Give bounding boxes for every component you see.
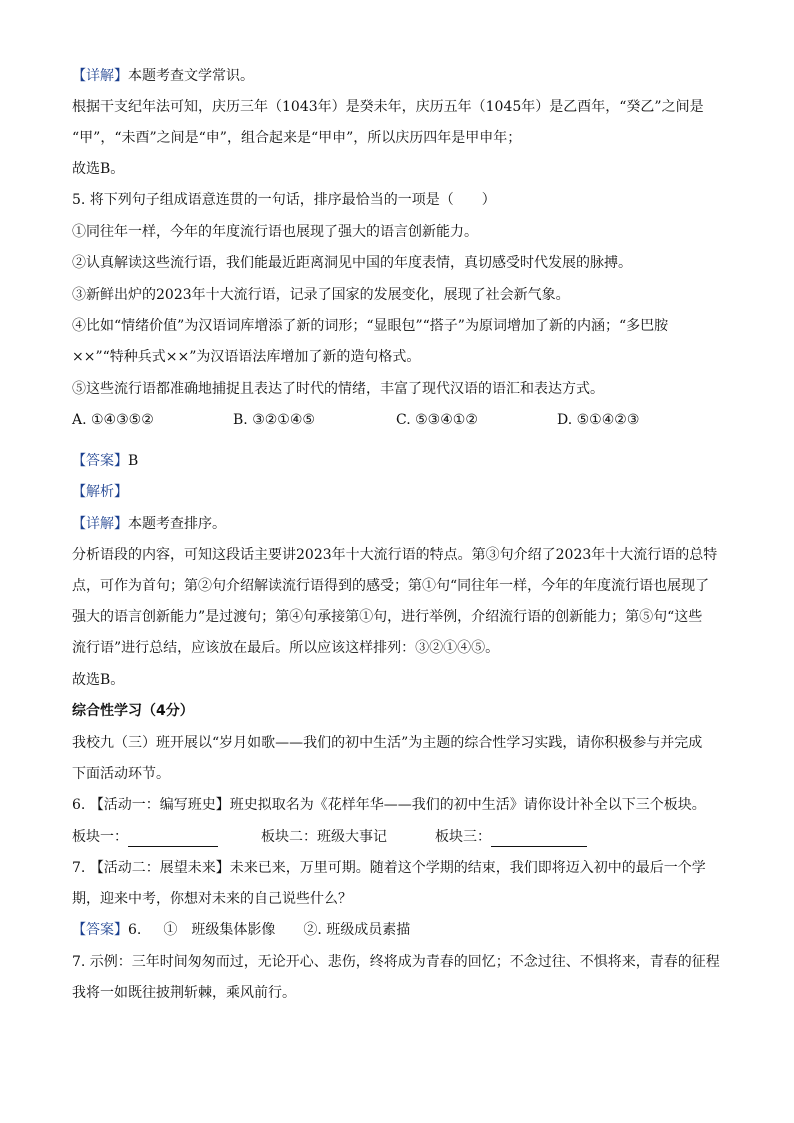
question-7-stem: 7. 【活动二：展望未来】未来已来，万里可期。随着这个学期的结束，我们即将迈入初中的最后一个学: [72, 860, 706, 876]
question-5-stem: 5. 将下列句子组成语意连贯的一句话，排序最恰当的一项是（ ）: [72, 192, 496, 208]
block-3: [435, 827, 587, 847]
option-a: A. ①④③⑤②: [72, 412, 154, 428]
detail-body-line: 强大的语言创新能力”是过渡句；第④句承接第①句，进行举例，介绍流行语的创新能力；第⑤句“这些: [72, 609, 703, 625]
sentence-4-cont: ××”“特种兵式××”为汉语语法库增加了新的造句格式。: [72, 349, 421, 365]
answer-7-line: 7. 示例：三年时间匆匆而过，无论开心、悲伤，终将成为青春的回忆；不念过往、不惧将来，青春的征程: [72, 954, 720, 970]
detail-text: 本题考查文学常识。: [128, 68, 254, 84]
intro-line: 我校九（三）班开展以“岁月如歌——我们的初中生活”为主题的综合性学习实践，请你积极参与并完成: [72, 735, 703, 751]
block-3-label: 板块三：: [435, 829, 491, 845]
answer-text: B: [128, 453, 139, 469]
choice-line: 故选B。: [72, 672, 125, 688]
choice-line: 故选B。: [72, 161, 125, 177]
block-1-label: 板块一：: [72, 829, 128, 845]
detail-tag: 【详解】: [72, 516, 128, 532]
answer-5: [72, 451, 138, 471]
sentence-2: ②认真解读这些流行语，我们能最近距离洞见中国的年度表情，真切感受时代发展的脉搏。: [72, 255, 632, 271]
option-c: C. ⑤③④①②: [396, 412, 478, 428]
blank-1: [128, 832, 218, 847]
detail-body-line: 分析语段的内容，可知这段话主要讲2023年十大流行语的特点。第③句介绍了2023年十大流行语的总特: [72, 547, 718, 563]
detail-tag: 【详解】: [72, 68, 128, 84]
block-2: 板块二：班级大事记: [261, 829, 387, 845]
answer-7-line: 我将一如既往披荆斩棘，乘风前行。: [72, 985, 296, 1001]
detail-text: 本题考查排序。: [128, 516, 226, 532]
detail-body-line: 根据干支纪年法可知，庆历三年（1043年）是癸未年，庆历五年（1045年）是乙酉年，“癸乙”之间是: [72, 99, 704, 115]
answer-item-2: ②. 班级成员素描: [303, 922, 411, 938]
analysis-tag: 【解析】: [72, 484, 128, 500]
sentence-5: ⑤这些流行语都准确地捕捉且表达了时代的情绪，丰富了现代汉语的语汇和表达方式。: [72, 381, 604, 397]
detail-heading-q4: [72, 66, 254, 86]
question-7-stem-cont: 期，迎来中考，你想对未来的自己说些什么？: [72, 891, 352, 907]
block-1: [72, 827, 218, 847]
question-6-stem: 6. 【活动一：编写班史】班史拟取名为《花样年华——我们的初中生活》请你设计补全以下三个板块。: [72, 797, 706, 813]
answer-prefix: 6.: [128, 922, 142, 938]
sentence-1: ①同往年一样，今年的年度流行语也展现了强大的语言创新能力。: [72, 224, 478, 240]
detail-body-line: 点，可作为首句；第②句介绍解读流行语得到的感受；第①句“同往年一样，今年的年度流行语也展现了: [72, 578, 710, 594]
sentence-3: ③新鲜出炉的2023年十大流行语，记录了国家的发展变化，展现了社会新气象。: [72, 287, 570, 303]
option-d: D. ⑤①④②③: [557, 412, 640, 428]
answer-tag: 【答案】: [72, 922, 128, 938]
detail-body-line: “甲”，“未酉”之间是“申”，组合起来是“甲申”，所以庆历四年是甲申年；: [72, 130, 522, 146]
sentence-4: ④比如“情绪价值”为汉语词库增添了新的词形；“显眼包”“搭子”为原词增加了新的内涵；“多巴胺: [72, 318, 669, 334]
answer-6: [72, 920, 410, 940]
intro-line: 下面活动环节。: [72, 766, 170, 782]
option-b: B. ③②①④⑤: [233, 412, 315, 428]
answer-tag: 【答案】: [72, 453, 128, 469]
detail-body-line: 流行语”进行总结，应该放在最后。所以应该这样排列：③②①④⑤。: [72, 640, 500, 656]
section-title: 综合性学习（4分）: [72, 703, 194, 719]
answer-item-1: ① 班级集体影像: [163, 922, 276, 938]
detail-heading-q5: [72, 514, 226, 534]
blank-3: [491, 832, 587, 847]
